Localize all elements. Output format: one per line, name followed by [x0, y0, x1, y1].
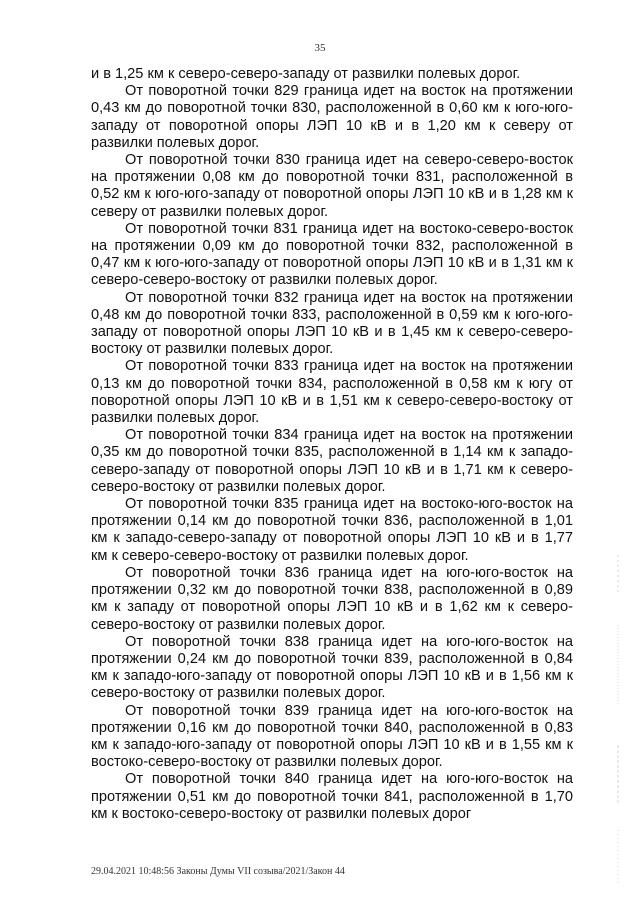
page-number: 35: [314, 42, 326, 54]
paragraph: От поворотной точки 839 граница идет на юго-юго-восток на протяжении 0,16 км до поворотной точки 840, расположенной в 0,83 км к западо-юго-западу от поворотной опоры ЛЭП 10 кВ и в 1,55 км к востоко-северо-востоку от развилки полевых дорог.: [91, 702, 573, 771]
paragraph: От поворотной точки 833 граница идет на восток на протяжении 0,13 км до поворотной точки 834, расположенной в 0,58 км к югу от поворотной опоры ЛЭП 10 кВ и в 1,51 км к северо-северо-востоку от развилки полевых дорог.: [91, 358, 573, 427]
side-stamp-mark: [613, 555, 623, 885]
paragraph: От поворотной точки 836 граница идет на юго-юго-восток на протяжении 0,32 км до поворотной точки 838, расположенной в 0,89 км к западу от поворотной опоры ЛЭП 10 кВ и в 1,62 км к северо-северо-востоку от развилки полевых дорог.: [91, 564, 573, 633]
paragraph: От поворотной точки 834 граница идет на восток на протяжении 0,35 км до поворотной точки 835, расположенной в 1,14 км к западо-северо-западу от поворотной опоры ЛЭП 10 кВ и в 1,71 км к северо-северо-востоку от развилки полевых дорог.: [91, 427, 573, 495]
paragraph: От поворотной точки 829 граница идет на восток на протяжении 0,43 км до поворотной точки 830, расположенной в 0,60 км к юго-юго-западу от поворотной опоры ЛЭП 10 кВ и в 1,20 км к северу от развилки полевых дорог.: [91, 83, 573, 151]
document-body: [91, 66, 573, 823]
paragraph: От поворотной точки 838 граница идет на юго-юго-восток на протяжении 0,24 км до поворотной точки 839, расположенной в 0,84 км к западо-юго-западу от поворотной опоры ЛЭП 10 кВ и в 1,56 км к северо-востоку от развилки полевых дорог.: [91, 633, 573, 702]
paragraph: и в 1,25 км к северо-северо-западу от развилки полевых дорог.: [91, 66, 521, 82]
paragraph: От поворотной точки 832 граница идет на восток на протяжении 0,48 км до поворотной точки 833, расположенной в 0,59 км к юго-юго-западу от поворотной опоры ЛЭП 10 кВ и в 1,45 км к северо-северо-востоку от развилки полевых дорог.: [91, 289, 573, 358]
paragraph: От поворотной точки 831 граница идет на востоко-северо-восток на протяжении 0,09 км до поворотной точки 832, расположенной в 0,47 км к юго-юго-западу от поворотной опоры ЛЭП 10 кВ и в 1,31 км к северо-северо-востоку от развилки полевых дорог.: [91, 220, 573, 289]
paragraph: От поворотной точки 835 граница идет на востоко-юго-восток на протяжении 0,14 км до поворотной точки 836, расположенной в 1,01 км к западо-северо-западу от поворотной опоры ЛЭП 10 кВ и в 1,77 км к северо-северо-востоку от развилки полевых дорог.: [91, 496, 573, 564]
paragraph: От поворотной точки 840 граница идет на юго-юго-восток на протяжении 0,51 км до поворотной точки 841, расположенной в 1,70 км к востоко-северо-востоку от развилки полевых дорог: [91, 771, 573, 822]
paragraph: От поворотной точки 830 граница идет на северо-северо-восток на протяжении 0,08 км до поворотной точки 831, расположенной в 0,52 км к юго-югo-западу от поворотной опоры ЛЭП 10 кВ и в 1,28 км к северу от развилки полевых дорог.: [91, 152, 573, 220]
footer-meta: 29.04.2021 10:48:56 Законы Думы VII созыва/2021/Закон 44: [91, 866, 345, 877]
